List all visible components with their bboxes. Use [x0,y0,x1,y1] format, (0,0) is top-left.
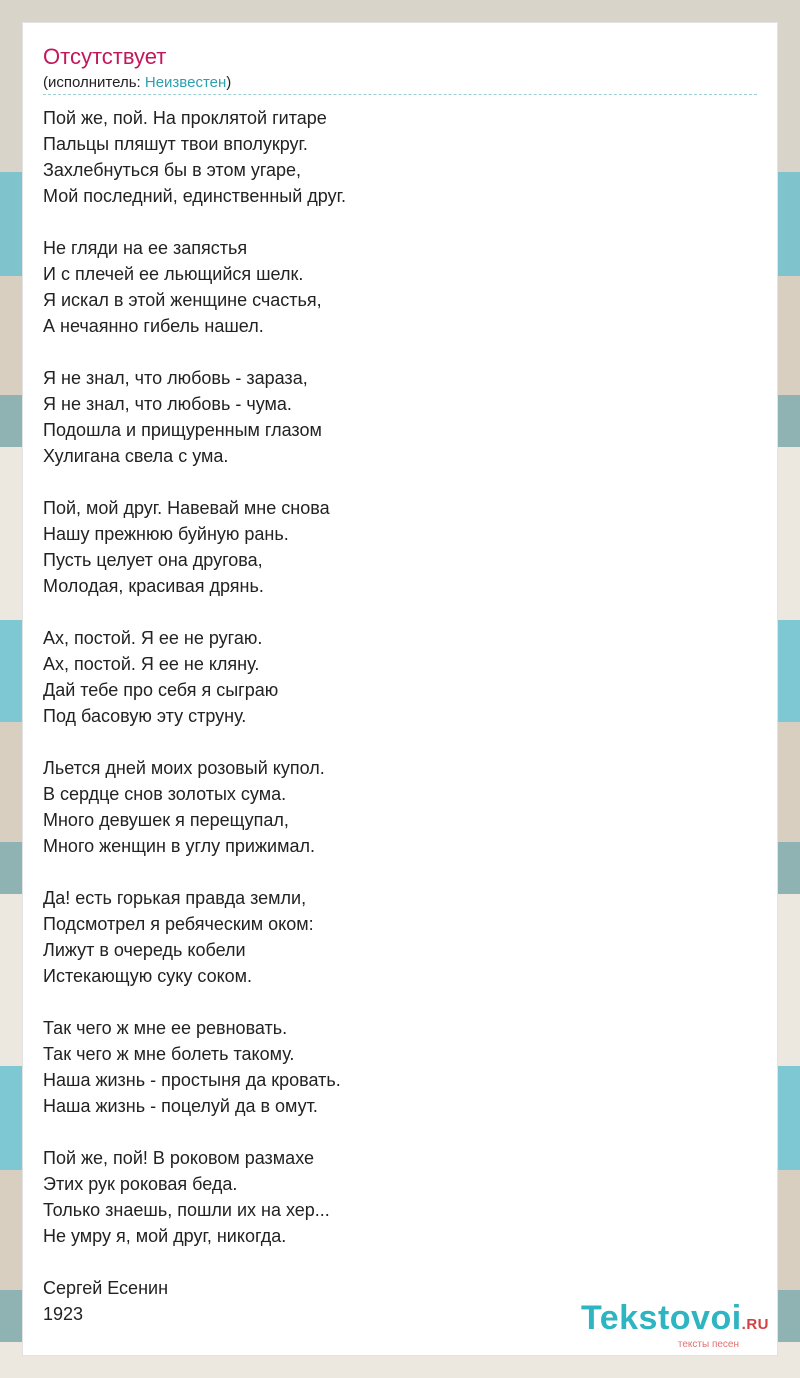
lyric-line: Так чего ж мне ее ревновать. [43,1018,288,1038]
watermark-tagline: тексты песен [677,1339,739,1350]
lyric-line: Этих рук роковая беда. [43,1174,238,1194]
lyric-line: Нашу прежнюю буйную рань. [43,524,289,544]
watermark-logo [581,1300,769,1343]
lyric-line: Не гляди на ее запястья [43,238,248,258]
lyric-line: Пусть целует она другова, [43,550,263,570]
lyric-line: В сердце снов золотых сума. [43,784,287,804]
lyric-line: Я не знал, что любовь - зараза, [43,368,308,388]
lyric-line: Я не знал, что любовь - чума. [43,394,292,414]
lyric-line: Много девушек я перещупал, [43,810,289,830]
stanza-gap [43,209,743,235]
stanza-gap [43,729,743,755]
lyric-line: Молодая, красивая дрянь. [43,576,264,596]
lyric-line: Пальцы пляшут твои вполукруг. [43,134,308,154]
stanza-gap [43,339,743,365]
lyric-line: Льется дней моих розовый купол. [43,758,325,778]
lyric-line: Только знаешь, пошли их на хер... [43,1200,330,1220]
artist-line [43,74,231,92]
lyric-line: Не умру я, мой друг, никогда. [43,1226,287,1246]
lyric-line: Подошла и прищуренным глазом [43,420,322,440]
artist-prefix: (исполнитель: [43,74,145,91]
song-title: Отсутствует [43,44,167,69]
lyric-line: И с плечей ее льющийся шелк. [43,264,304,284]
lyric-line: Да! есть горькая правда земли, [43,888,307,908]
lyrics-card [22,22,778,1356]
watermark-domain: .RU [741,1316,769,1333]
stanza-gap [43,1119,743,1145]
stanza-gap [43,859,743,885]
lyric-line: А нечаянно гибель нашел. [43,316,264,336]
lyric-line: Ах, постой. Я ее не ругаю. [43,628,263,648]
artist-link[interactable]: Неизвестен [144,74,227,91]
lyric-line: Под басовую эту струну. [43,706,247,726]
lyric-line: Захлебнуться бы в этом угаре, [43,160,302,180]
lyric-line: Подсмотрел я ребяческим оком: [43,914,314,934]
lyric-line: Мой последний, единственный друг. [43,186,346,206]
lyric-line: Сергей Есенин [43,1278,169,1298]
stanza-gap [43,599,743,625]
title-divider [43,94,757,95]
lyric-line: Истекающую суку соком. [43,966,253,986]
lyric-line: 1923 [43,1304,84,1324]
lyric-line: Пой же, пой. На проклятой гитаре [43,108,327,128]
stanza-gap [43,469,743,495]
lyric-line: Пой, мой друг. Навевай мне снова [43,498,330,518]
stanza-gap [43,989,743,1015]
lyric-line: Так чего ж мне болеть такому. [43,1044,295,1064]
lyric-line: Дай тебе про себя я сыграю [43,680,279,700]
watermark-name: Tekstovoi [580,1299,742,1337]
lyric-line: Много женщин в углу прижимал. [43,836,315,856]
lyric-line: Лижут в очередь кобели [43,940,246,960]
lyric-line: Пой же, пой! В роковом размахе [43,1148,315,1168]
lyric-line: Наша жизнь - простыня да кровать. [43,1070,341,1090]
stanza-gap [43,1249,743,1275]
lyric-line: Я искал в этой женщине счастья, [43,290,322,310]
lyrics-text [43,105,743,1327]
site-watermark [581,1300,769,1351]
artist-suffix: ) [226,74,232,91]
lyric-line: Хулигана свела с ума. [43,446,229,466]
lyric-line: Наша жизнь - поцелуй да в омут. [43,1096,318,1116]
lyric-line: Ах, постой. Я ее не кляну. [43,654,260,674]
